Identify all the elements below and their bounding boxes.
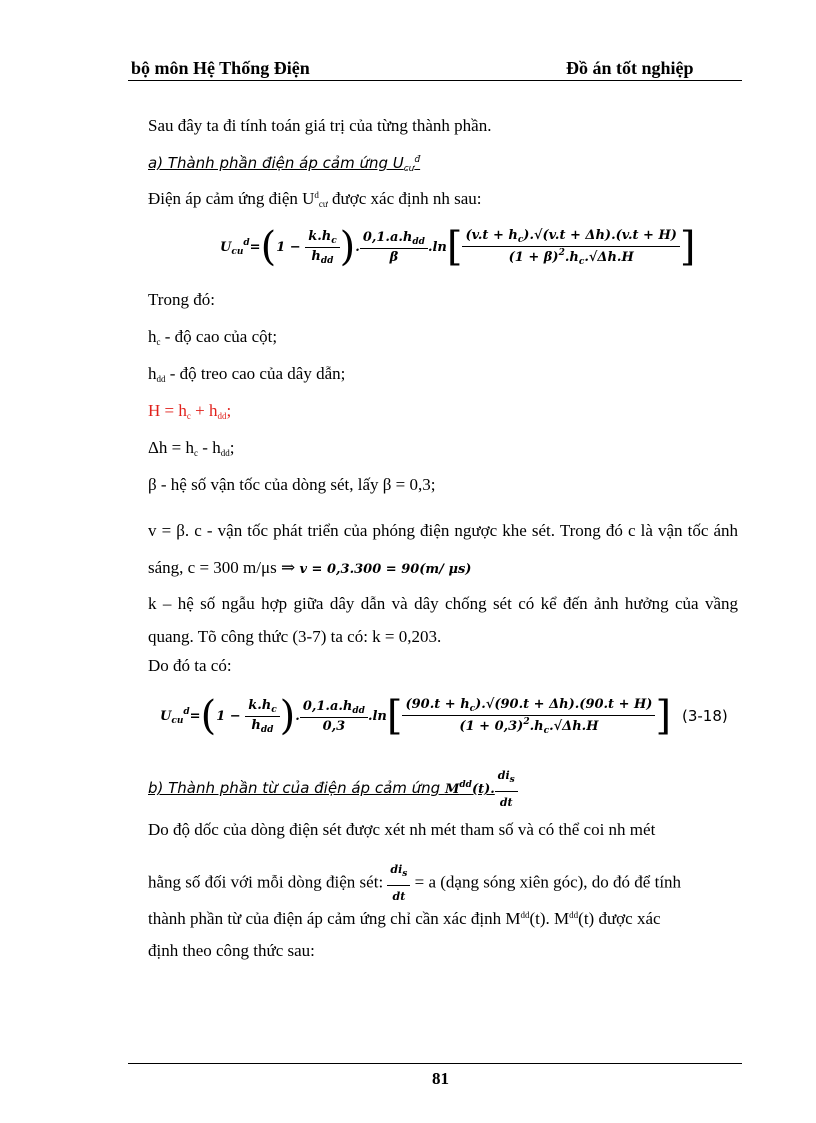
dis-dt-fraction: $\frac{di_s}{dt}$ [387,860,410,907]
intro-text: Sau đây ta đi tính toán giá trị của từng thành phần. [148,116,492,135]
para-b-line1: Do độ dốc của dòng điện sét được xét nh mét tham số và có thể coi nh mét [148,820,656,839]
eq1-frac-a: $\frac{0,1.a.h_{dd}}{\beta}$ [360,230,428,265]
page-number: 81 [432,1069,449,1088]
eq1-frac-log: $\frac{(v.t + h_c).√(v.t + \Delta h).(v.t + H)}{(1 + \beta)^2.h_c.√\Delta h.H}$ [462,228,679,267]
section-a-heading: a) Thành phần điện áp cảm ứng $U_{cư}^đ$ [148,154,421,174]
equation-induced-voltage: $U_{cu}^d$ = ( 1 − $\frac{k.h_c}{h_{dd}}$ ) . $\frac{0,1.a.h_{dd}}{\beta}$ .ln [ $\frac{(v.t + h_c).√(v.t + \Delta h).(v.t + H)}{(1 + \beta)^2.h_c.√\Delta h.H}$ ] [220,224,696,270]
para-b-line2: hằng số đối với mỗi dòng điện sét: $\frac{di_s}{dt}$ = a (dạng sóng xiên góc), do đó để tính [148,860,681,907]
equation-induced-voltage-numeric: $U_{cu}^d$ = ( 1 − $\frac{k.h_c}{h_{dd}}$ ) . $\frac{0,1.a.h_{dd}}{0,3}$ .ln [ $\frac{(90.t + h_c).√(90.t + \Delta h).(90.t + H)}{(1 + 0,3)^2.h_c.√\Delta h.H}$ ] [160,693,672,739]
def-k: k – hệ số ngẫu hợp giữa dây dẫn và dây chống sét có kể đến ảnh hưởng của vầng quang. Tõ công thức (3-7) ta có: k = 0,203. [148,594,738,646]
induced-voltage-line: Điện áp cảm ứng điện $U^d_{cư}$ được xác định nh sau: [148,189,482,209]
def-hc: $h_c$ - độ cao của cột; [148,327,278,347]
def-beta: β - hệ số vận tốc của dòng sét, lấy β = 0,3; [148,475,436,494]
def-velocity: v = β. c - vận tốc phát triển của phóng điện ngược khe sét. Trong đó c là vận tốc ánh sáng, c = 300 m/μs ⇒ v = 0,3.300 = 90(m/ μs) [148,521,738,577]
header-doc-title: Đồ án tốt nghiệp [566,58,694,78]
header-department: bộ môn Hệ Thống Điện [131,58,310,78]
footer-rule [128,1063,742,1064]
def-H: $H = h_c + h_{dd}$; [148,401,232,421]
def-hdd: $h_{dd}$ - độ treo cao của dây dẫn; [148,364,346,384]
eq1-lhs: $U_{cu}^d$ [220,237,250,257]
velocity-formula: v = 0,3.300 = 90(m/ μs) [299,562,472,577]
def-delta-h: $\Delta h = h_c - h_{dd}$; [148,438,235,458]
equation-number: (3-18) [682,707,728,725]
where-label: Trong đó: [148,290,215,309]
para-b-line3: thành phần từ của điện áp cảm ứng chỉ cần xác định $M^{dd}(t)$. $M^{dd}(t)$ được xác [148,909,661,928]
header-rule [128,80,742,81]
eq1-frac-k: $\frac{k.h_c}{h_{dd}}$ [305,229,339,266]
para-b-line4: định theo công thức sau: [148,941,315,960]
therefore-label: Do đó ta có: [148,656,232,675]
section-b-heading: b) Thành phần từ của điện áp cảm ứng $M^{dd}(t)$. $\frac{di_s}{dt}$ [148,766,518,813]
